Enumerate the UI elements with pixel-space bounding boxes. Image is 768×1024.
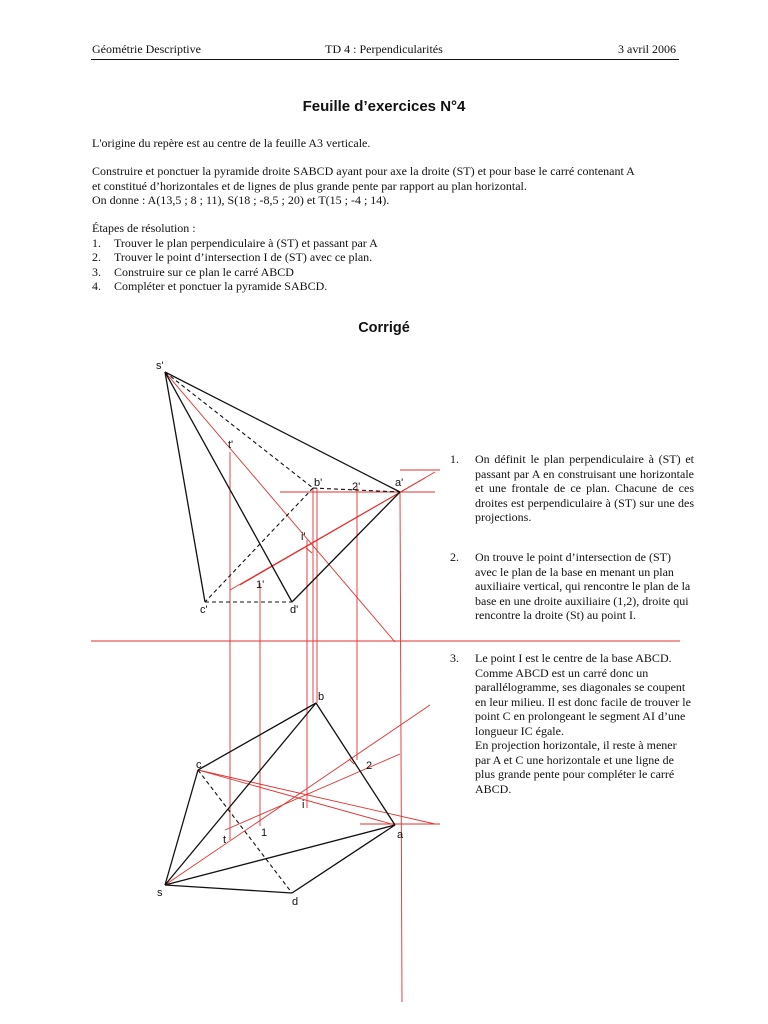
label-b: b [318, 691, 325, 703]
label-2-prime: 2' [352, 481, 361, 493]
step-number: 4. [92, 279, 101, 293]
label-b-prime: b' [314, 477, 323, 489]
label-2: 2 [366, 760, 373, 772]
label-c-prime: c' [200, 604, 208, 616]
label-a-prime: a' [395, 477, 404, 489]
statement-line-1: Construire et ponctuer la pyramide droite SABCD ayant pour axe la droite (ST) et pour base le carré contenant A [92, 164, 635, 178]
note-text: On définit le plan perpendiculaire à (ST) et passant par A en construisant une horizontale et une frontale de ce plan. Chacune de ces droites est perpendiculaire à (ST) sur une des projections. [475, 452, 694, 524]
note-text: Le point I est le centre de la base ABCD. Comme ABCD est un carré donc un parallélogramme, ses diagonales se coupent en leur milieu. Il est donc facile de trouver le point C en prolongeant le segment AI d’une longueur IC égale. En projection horizontale, il reste à mener par A et C une horizontale et une ligne de plus grande pente pour compléter le carré ABCD. [475, 651, 691, 796]
steps-title: Étapes de résolution : [92, 221, 196, 235]
edge-as-top [165, 825, 395, 885]
label-i: i [302, 799, 305, 811]
corrige-heading: Corrigé [358, 320, 410, 336]
label-d: d [292, 896, 299, 908]
step-number: 1. [92, 235, 101, 250]
edge-ad-top [292, 825, 395, 893]
step-text: Compléter et ponctuer la pyramide SABCD. [114, 279, 328, 293]
edge-sc-front [165, 372, 205, 602]
pyramid-front-hidden-edges [165, 372, 400, 602]
step-number: 2. [92, 250, 101, 264]
label-s: s [157, 887, 163, 899]
header-td-title: TD 4 : Perpendicularités [325, 42, 443, 56]
construction-lines [91, 372, 680, 1002]
label-c: c [196, 759, 202, 771]
label-a: a [397, 829, 404, 841]
step-text: Construire sur ce plan le carré ABCD [114, 264, 294, 279]
label-1: 1 [261, 827, 268, 839]
statement-line-3: On donne : A(13,5 ; 8 ; 11), S(18 ; -8,5 ; 20) et T(15 ; -4 ; 14). [92, 193, 390, 207]
pyramid-front-view [165, 372, 400, 602]
edge-cs-top [165, 770, 198, 885]
step-text: Trouver le plan perpendiculaire à (ST) et passant par A [114, 235, 378, 250]
edge-bs-top [165, 703, 316, 885]
step-text: Trouver le point d’intersection I de (ST) avec ce plan. [114, 250, 373, 264]
note-text: On trouve le point d’intersection de (ST) avec le plan de la base en menant un plan auxiliaire vertical, qui rencontre le plan de la base en une droite auxiliaire (1,2), droite qui rencontre la droite (St) au point I. [475, 550, 691, 622]
edge-sb-front-hidden [165, 372, 313, 488]
label-t: t [223, 834, 227, 846]
header-date: 3 avril 2006 [618, 42, 676, 56]
label-1-prime: 1' [256, 579, 265, 591]
note-number: 1. [450, 452, 459, 466]
pyramid-top-view [165, 703, 395, 893]
edge-sd-top [165, 885, 292, 893]
recall-line-a [400, 492, 402, 1002]
label-d-prime: d' [290, 604, 299, 616]
intro-text: L'origine du repère est au centre de la feuille A3 verticale. [92, 136, 371, 150]
edge-ad-front [292, 492, 400, 602]
header-course: Géométrie Descriptive [92, 42, 201, 56]
label-i-prime: i' [301, 531, 306, 543]
note-number: 2. [450, 550, 459, 564]
edge-sd-front [165, 372, 292, 602]
note-number: 3. [450, 651, 459, 665]
axis-st-front-projection [165, 372, 395, 642]
label-s-prime: s' [156, 360, 164, 372]
page-title: Feuille d’exercices N°4 [302, 98, 466, 115]
label-t-prime: t' [228, 439, 234, 451]
statement-line-2: et constitué d’horizontales et de lignes de plus grande pente par rapport au plan horizontal. [92, 178, 527, 193]
step-number: 3. [92, 264, 101, 279]
axis-st-top-projection [165, 705, 430, 885]
edge-bc-top [198, 703, 316, 770]
edge-sa-front [165, 372, 400, 492]
